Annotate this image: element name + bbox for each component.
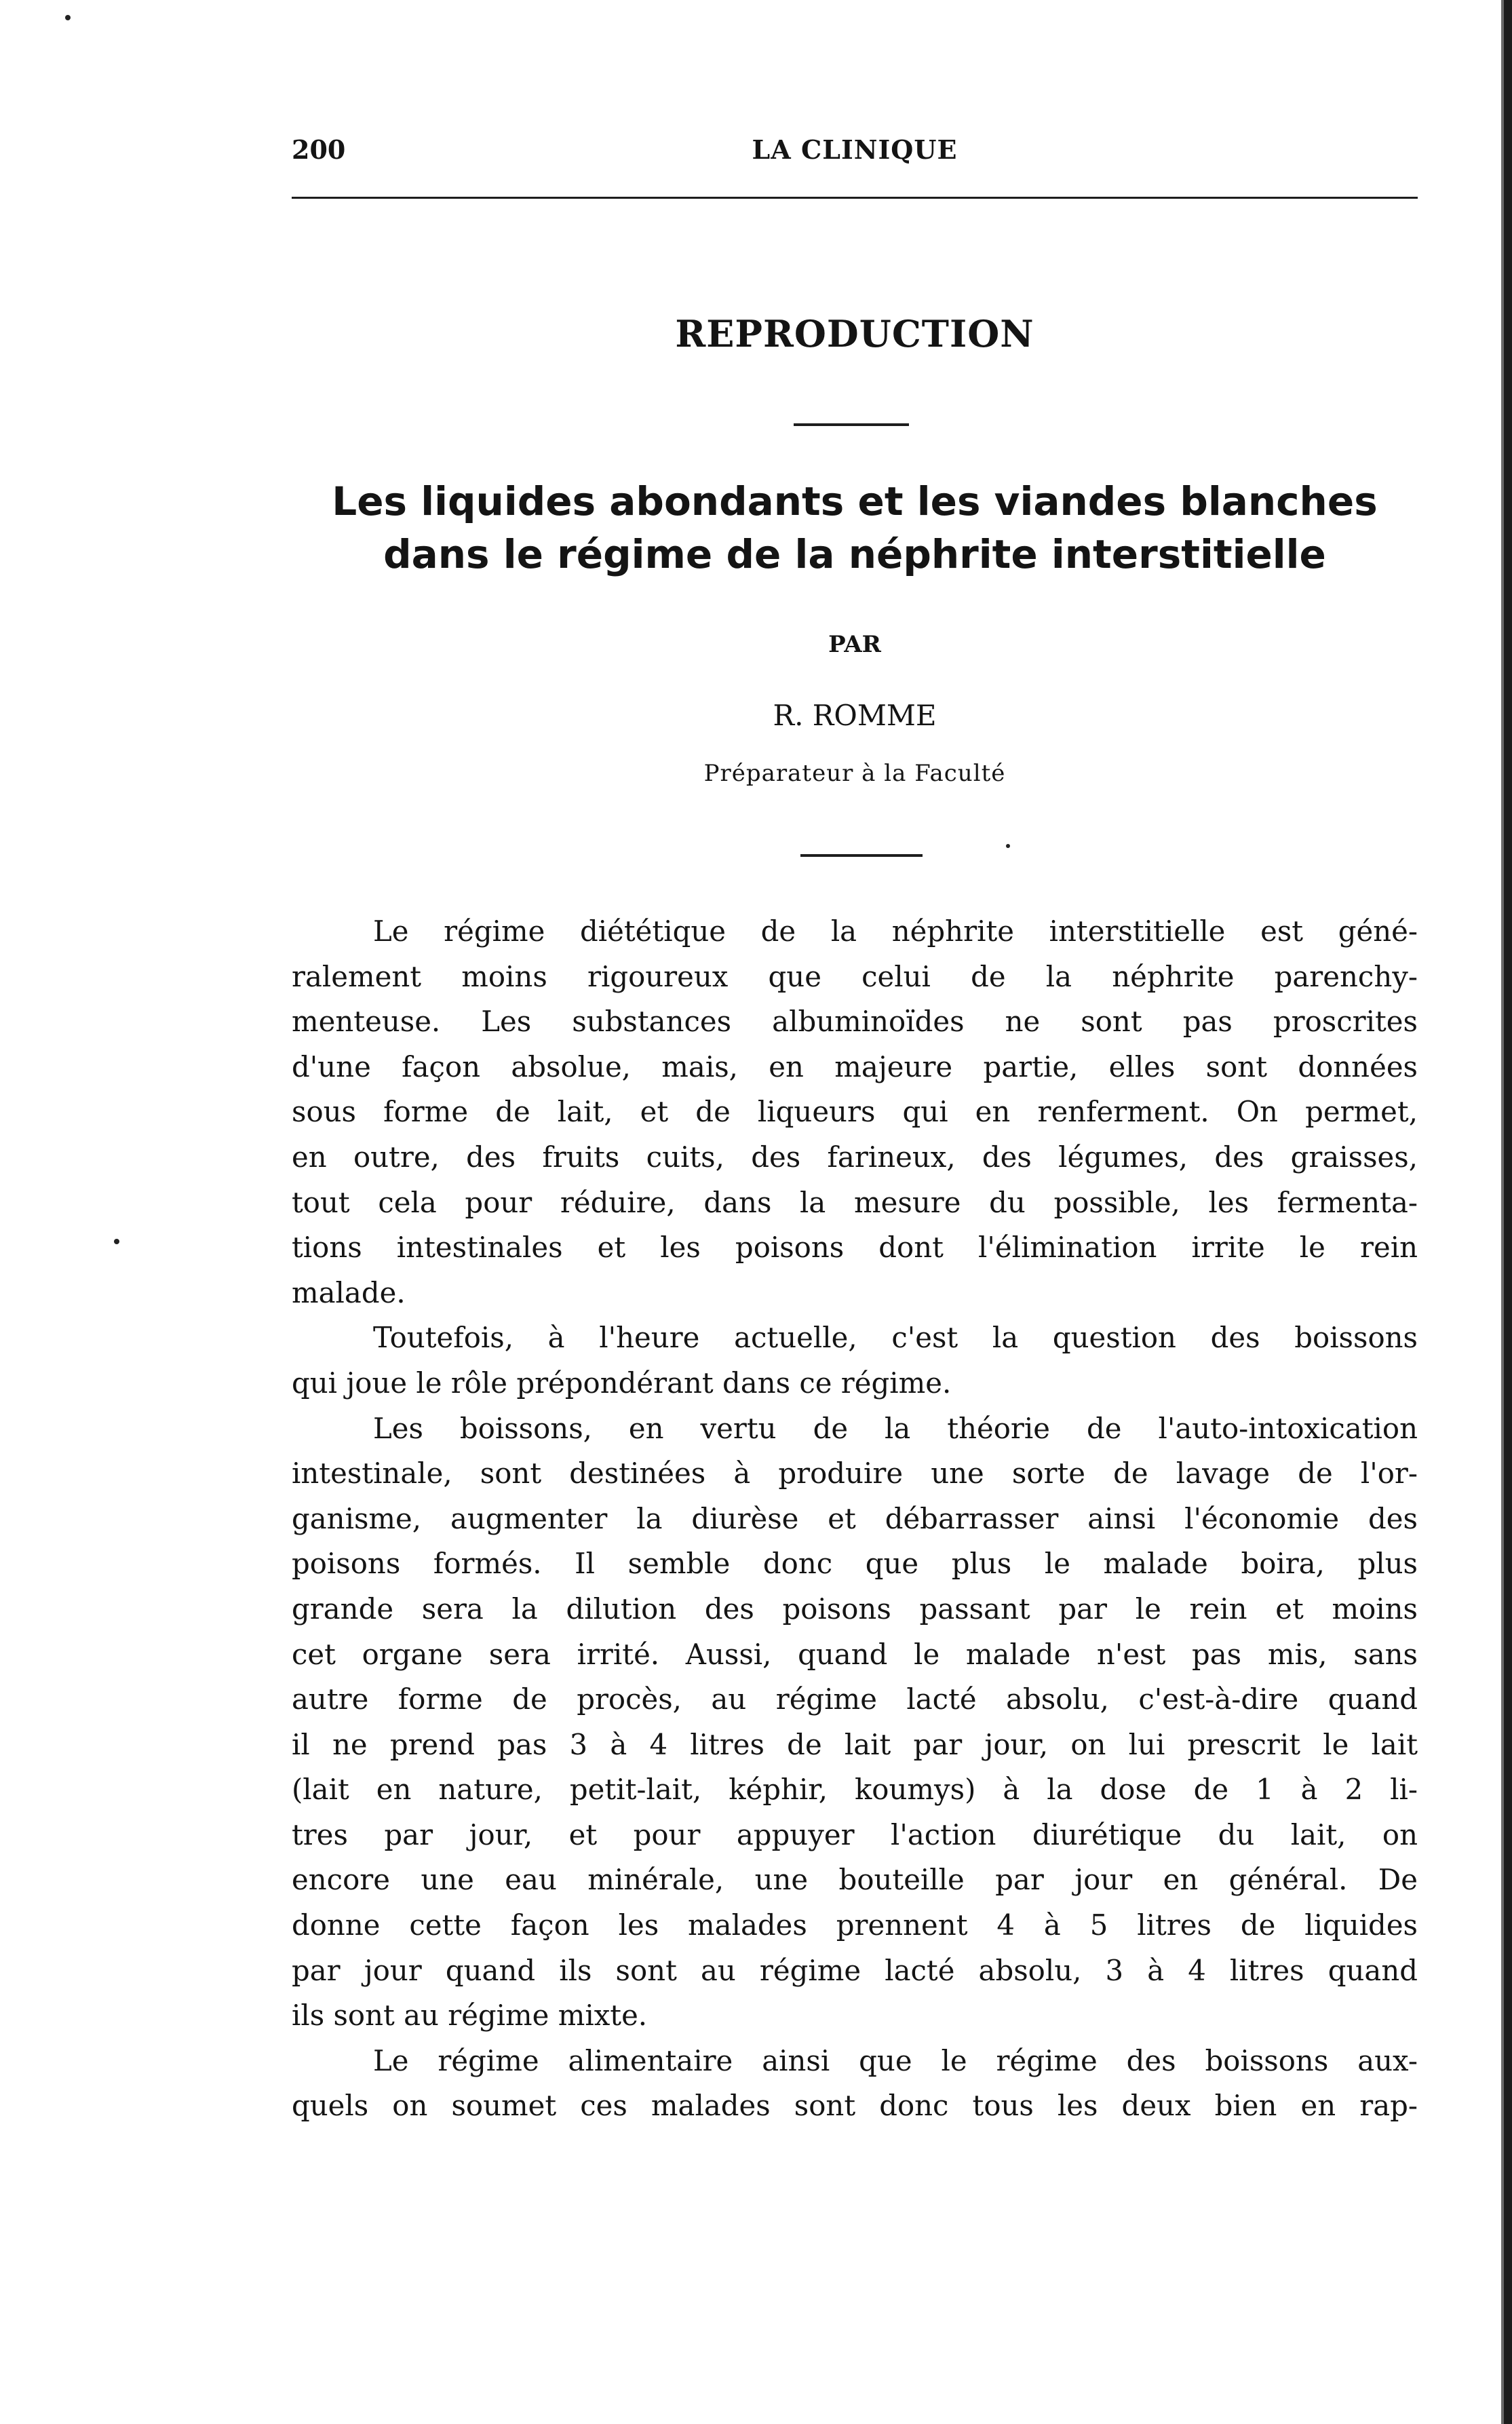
text-line: ganisme, augmenter la diurèse et débarrasser ainsi l'économie des: [292, 1501, 1418, 1535]
text-line: Toutefois, à l'heure actuelle, c'est la question des boissons: [373, 1321, 1418, 1355]
scan-speck: [65, 15, 71, 20]
paragraph: [292, 909, 1418, 1315]
text-line: ils sont au régime mixte.: [292, 1999, 648, 2033]
text-line: donne cette façon les malades prennent 4 à 5 litres de liquides: [292, 1908, 1418, 1942]
header-rule: [292, 197, 1418, 199]
article-title-line: Les liquides abondants et les viandes blanches: [332, 478, 1378, 524]
running-head: [292, 134, 1418, 175]
text-line: poisons formés. Il semble donc que plus le malade boira, plus: [292, 1547, 1418, 1581]
text-line: tout cela pour réduire, dans la mesure du possible, les fermenta-: [292, 1185, 1418, 1219]
section-title: REPRODUCTION: [675, 312, 1034, 355]
author-affiliation: Préparateur à la Faculté: [703, 760, 1006, 787]
text-line: d'une façon absolue, mais, en majeure partie, elles sont données: [292, 1050, 1418, 1083]
byline-label: PAR: [828, 631, 881, 658]
scan-speck: [114, 1239, 119, 1244]
scan-speck: [1006, 844, 1010, 848]
byline-rule: [800, 854, 923, 857]
text-line: par jour quand ils sont au régime lacté absolu, 3 à 4 litres quand: [292, 1953, 1418, 1987]
article-title-line: dans le régime de la néphrite interstitielle: [383, 531, 1326, 577]
paragraph: [292, 2039, 1418, 2129]
text-line: autre forme de procès, au régime lacté absolu, c'est-à-dire quand: [292, 1682, 1418, 1716]
text-line: Le régime diététique de la néphrite interstitielle est géné-: [373, 915, 1418, 948]
text-line: quels on soumet ces malades sont donc tous les deux bien en rap-: [292, 2089, 1418, 2123]
text-line: tres par jour, et pour appuyer l'action diurétique du lait, on: [292, 1817, 1418, 1851]
text-line: menteuse. Les substances albuminoïdes ne sont pas proscrites: [292, 1005, 1418, 1039]
running-title: LA CLINIQUE: [752, 134, 958, 165]
text-line: Les boissons, en vertu de la théorie de l'auto-intoxication: [373, 1411, 1418, 1445]
article-title: [292, 475, 1418, 581]
paragraph: [292, 1315, 1418, 1406]
text-line: il ne prend pas 3 à 4 litres de lait par jour, on lui prescrit le lait: [292, 1727, 1418, 1761]
paragraph: [292, 1406, 1418, 2039]
text-line: Le régime alimentaire ainsi que le régime des boissons aux-: [373, 2043, 1418, 2077]
article-body: [292, 909, 1418, 2129]
text-line: malade.: [292, 1275, 406, 1309]
page-edge: [1504, 0, 1512, 2424]
text-line: sous forme de lait, et de liqueurs qui en renferment. On permet,: [292, 1095, 1418, 1129]
page-number: 200: [292, 134, 346, 165]
text-line: encore une eau minérale, une bouteille par jour en général. De: [292, 1863, 1418, 1897]
text-line: tions intestinales et les poisons dont l'élimination irrite le rein: [292, 1231, 1418, 1265]
text-line: en outre, des fruits cuits, des farineux, des légumes, des graisses,: [292, 1140, 1418, 1174]
text-line: grande sera la dilution des poisons passant par le rein et moins: [292, 1592, 1418, 1625]
text-line: (lait en nature, petit-lait, képhir, koumys) à la dose de 1 à 2 li-: [292, 1773, 1418, 1807]
text-line: qui joue le rôle prépondérant dans ce régime.: [292, 1366, 952, 1400]
text-line: ralement moins rigoureux que celui de la néphrite parenchy-: [292, 959, 1418, 993]
text-line: cet organe sera irrité. Aussi, quand le malade n'est pas mis, sans: [292, 1637, 1418, 1671]
text-line: intestinale, sont destinées à produire une sorte de lavage de l'or-: [292, 1457, 1418, 1490]
author-name: R. ROMME: [773, 699, 937, 732]
section-rule: [794, 423, 909, 426]
